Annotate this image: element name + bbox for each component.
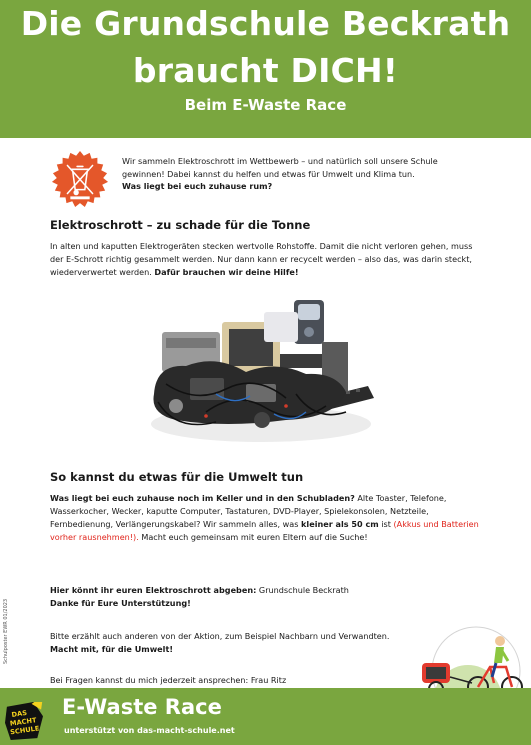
- share-text: Bitte erzählt auch anderen von der Aktion, zum Beispiel Nachbarn und Verwandten.: [50, 631, 390, 641]
- contact-line: Bei Fragen kannst du mich jederzeit ansprechen: Frau Ritz: [50, 675, 287, 685]
- svg-text:SCHULE: SCHULE: [9, 724, 40, 737]
- intro-line1: Wir sammeln Elektroschrott im Wettbewerb – und natürlich soll unsere Schule: [122, 156, 438, 166]
- footer-subtitle: unterstützt von das-macht-schule.net: [64, 726, 235, 735]
- svg-text:MACHT: MACHT: [9, 716, 38, 728]
- section-title-umwelt: So kannst du etwas für die Umwelt tun: [50, 470, 304, 484]
- ewaste-pile-image: [146, 294, 376, 444]
- thanks-line: Danke für Eure Unterstützung!: [50, 598, 191, 608]
- dropoff-line: Hier könnt ihr euren Elektroschrott abgeben: Grundschule Beckrath: [50, 585, 349, 595]
- section2-text-a: Alte Toaster, Telefone, Wasserkocher, Wecker, kaputte Computer, Tastaturen, DVD-Player, Spielekonsolen, Netzteile, Fernbedienung, Verlängerungskabel? Wir sammeln alles, was: [50, 493, 447, 529]
- intro-question: Was liegt bei euch zuhause rum?: [122, 181, 273, 191]
- section1-text: In alten und kaputten Elektrogeräten stecken wertvolle Rohstoffe. Damit die nicht verloren gehen, muss der E-Schrott richtig gesammelt werden. Nur dann kann er recycelt werden – also das, was darin steckt, wiederverwertet werden.: [50, 241, 473, 277]
- section-title-elektroschrott: Elektroschrott – zu schade für die Tonne: [50, 218, 311, 232]
- poster-reference: Schulposter EWR 01/2023: [3, 598, 9, 664]
- page-title-line1: Die Grundschule Beckrath: [20, 4, 511, 43]
- das-macht-schule-logo: [5, 702, 43, 740]
- intro-text: [122, 155, 482, 193]
- page-subtitle: Beim E-Waste Race: [184, 96, 347, 114]
- svg-text:DAS: DAS: [11, 708, 28, 719]
- section2-text-c: Macht euch gemeinsam mit euren Eltern auf die Suche!: [138, 532, 368, 542]
- intro-line2: gewinnen! Dabei kannst du helfen und etwas für Umwelt und Klima tun.: [122, 168, 415, 179]
- header-banner: [0, 0, 531, 138]
- section1-bold: Dafür brauchen wir deine Hilfe!: [154, 267, 299, 277]
- section2-size: kleiner als 50 cm: [301, 519, 379, 529]
- weee-bin-icon: [51, 150, 109, 208]
- page-title-line2: braucht DICH!: [132, 51, 399, 90]
- section2-question: Was liegt bei euch zuhause noch im Keller und in den Schubladen?: [50, 493, 355, 503]
- section2-paragraph: [50, 492, 480, 544]
- footer-title: E-Waste Race: [62, 695, 222, 719]
- share-bold: Macht mit, für die Umwelt!: [50, 644, 174, 654]
- battery-warning: (Akkus und Batterien vorher rausnehmen!).: [50, 519, 479, 542]
- section1-paragraph: [50, 240, 480, 279]
- dropoff-block: [50, 584, 480, 610]
- section2-text-b: ist: [378, 519, 394, 529]
